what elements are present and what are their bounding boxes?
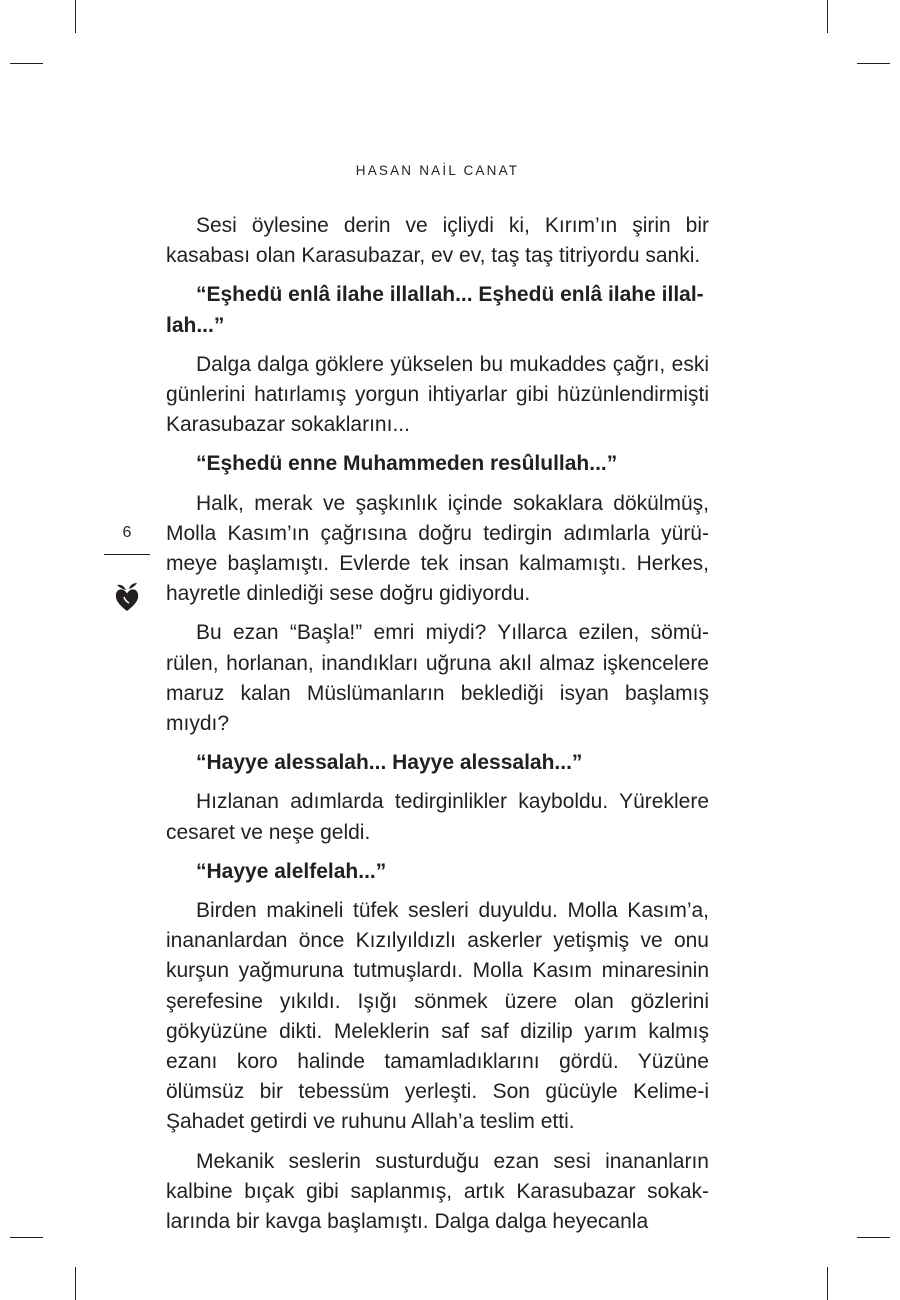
paragraph: Dalga dalga göklere yükselen bu mukaddes çağrı, eski günlerini hatırlamış yorgun ihtiyarlar gibi hüzünlendirmişti Karasubazar sokaklarını... — [166, 352, 709, 437]
running-head: HASAN NAİL CANAT — [355, 163, 520, 178]
paragraph: Birden makineli tüfek sesleri duyuldu. Molla Kasım’a, inananlardan önce Kızılyıldızlı askerler yetişmiş ve onu kurşun yağmuruna tutmuşlardı. Molla Kasım minaresinin şerefesine yıkıldı. Işığı sönmek üzere olan gözlerini gökyüzüne dikti. Meleklerin saf saf dizilip yarım kalmış ezanı koro halinde tamamladıklarını gördü. Yüzüne ölümsüz bir tebessüm yerleşti. Son gücüyle Kelime-i Şahadet getirdi ve ruhunu Allah’a teslim etti. — [166, 899, 709, 1134]
paragraph: Mekanik seslerin susturduğu ezan sesi inananların kalbine bıçak gibi saplanmış, artık Karasubazar sokaklarında bir kavga başlamıştı. Dalga dalga heyecanla — [166, 1149, 709, 1234]
crop-mark — [857, 1237, 890, 1238]
heart-leaf-ornament-icon — [113, 581, 141, 613]
body-text — [166, 211, 709, 1246]
paragraph: Hızlanan adımlarda tedirginlikler kayboldu. Yüreklere cesaret ve neşe geldi. — [166, 790, 709, 844]
paragraph: Bu ezan “Başla!” emri miydi? Yıllarca ezilen, sömürülen, horlanan, inandıkları uğruna akıl almaz işkencelere maruz kalan Müslümanların beklediği isyan başlamış mıydı? — [166, 621, 709, 736]
ezan-quote: “Hayye alessalah... Hayye alessalah...” — [196, 751, 583, 775]
paragraph: Halk, merak ve şaşkınlık içinde sokaklara dökülmüş, Molla Kasım’ın çağrısına doğru tedirgin adımlarla yürümeye başlamıştı. Evlerde tek insan kalmamıştı. Herkes, hayretle dinlediği sese doğru gidiyordu. — [166, 491, 709, 606]
crop-mark — [75, 1267, 76, 1300]
crop-mark — [10, 63, 43, 64]
crop-mark — [827, 1267, 828, 1300]
ezan-quote: “Hayye alelfelah...” — [196, 859, 387, 883]
paragraph: Sesi öylesine derin ve içliydi ki, Kırım’ın şirin bir kasabası olan Karasubazar, ev ev, taş taş titriyordu sanki. — [166, 214, 709, 268]
ezan-quote: “Eşhedü enlâ ilahe illallah... Eşhedü enlâ ilahe illallah...” — [166, 283, 704, 337]
ezan-quote: “Eşhedü enne Muhammeden resûlullah...” — [196, 452, 618, 476]
page-number: 6 — [122, 524, 132, 541]
folio-rule — [104, 554, 150, 555]
crop-mark — [75, 0, 76, 33]
crop-mark — [857, 63, 890, 64]
crop-mark — [10, 1237, 43, 1238]
crop-mark — [827, 0, 828, 33]
